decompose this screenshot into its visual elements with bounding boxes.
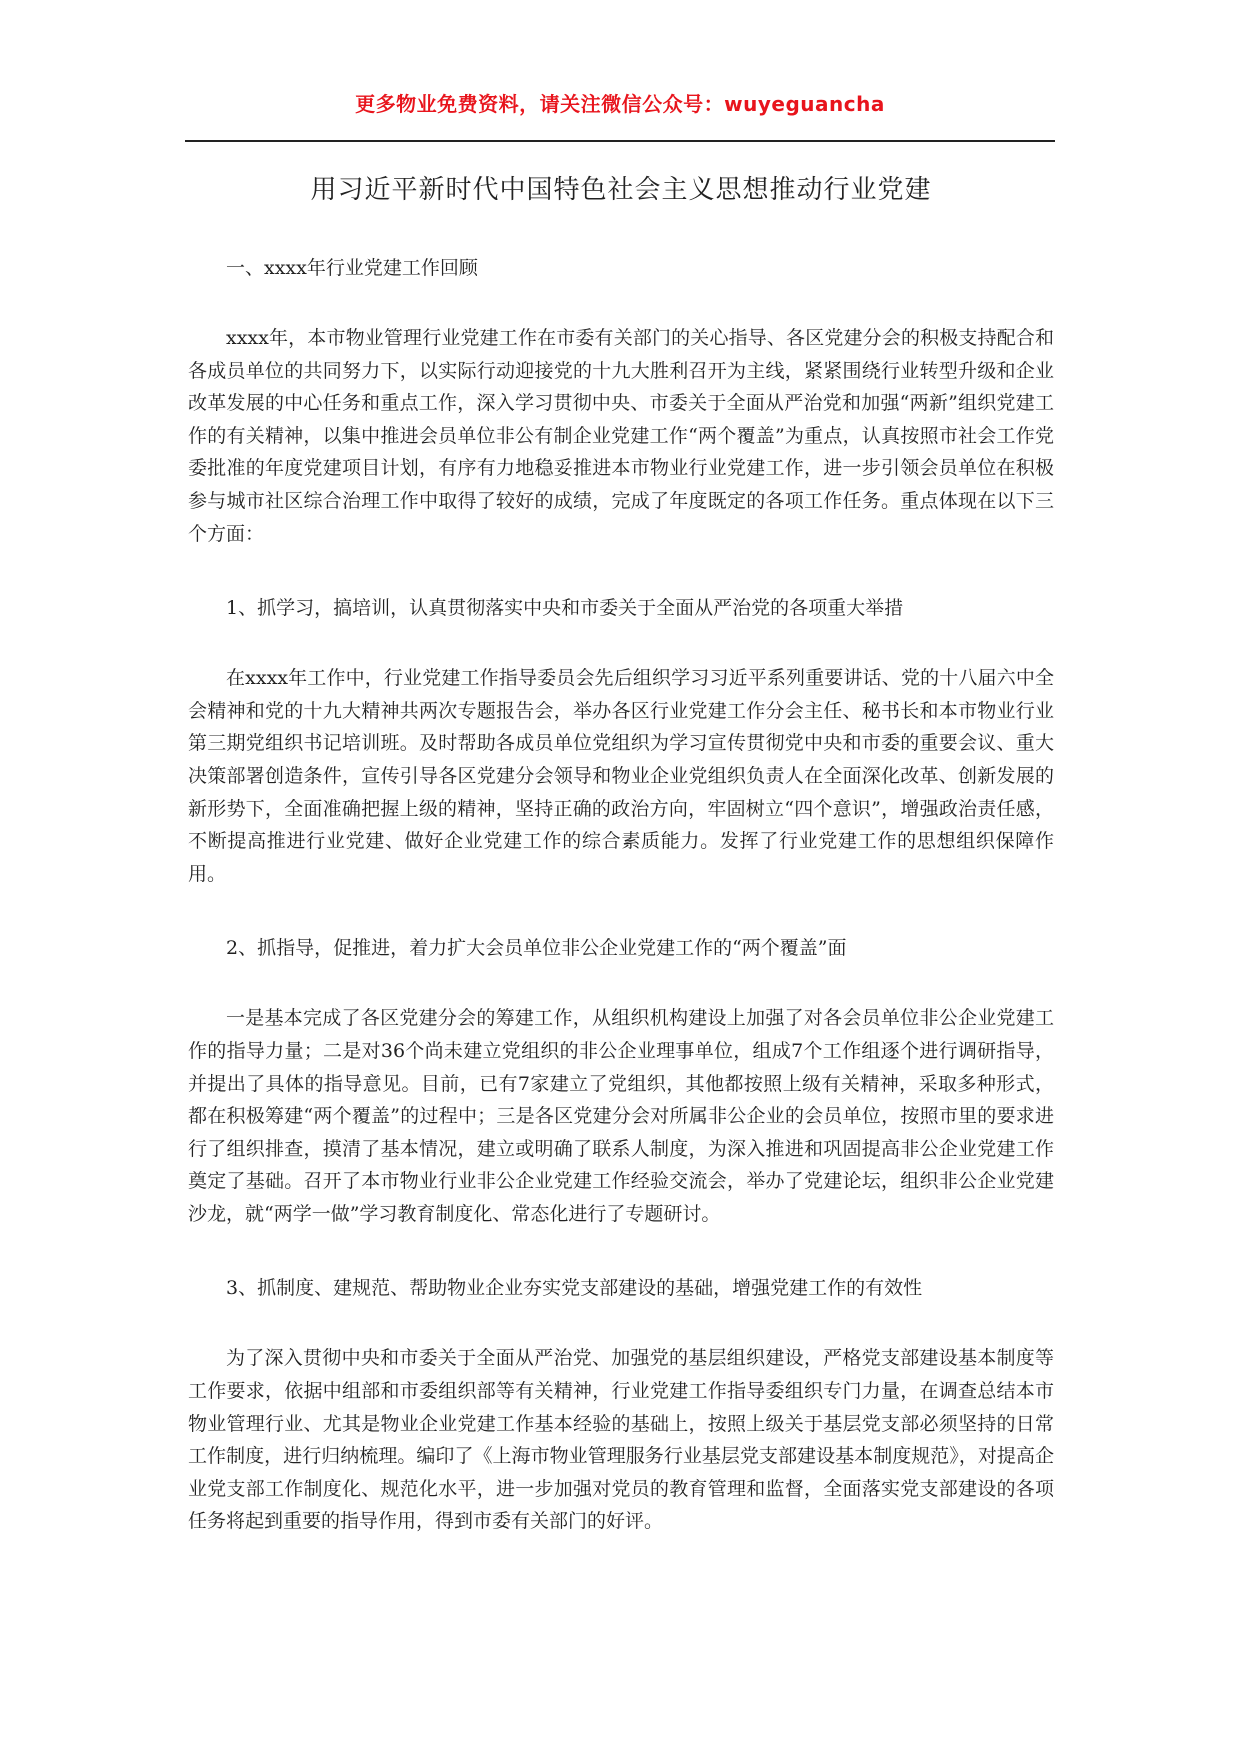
header-divider	[185, 140, 1055, 142]
header-banner: 更多物业免费资料，请关注微信公众号：wuyeguancha	[355, 92, 885, 116]
paragraph-overview: xxxx年，本市物业管理行业党建工作在市委有关部门的关心指导、各区党建分会的积极支持配合和各成员单位的共同努力下，以实际行动迎接党的十九大胜利召开为主线，紧紧围绕行业转型升级和企业改革发展的中心任务和重点工作，深入学习贯彻中央、市委关于全面从严治党和加强“两新”组织党建工作的有关精神，以集中推进会员单位非公有制企业党建工作“两个覆盖”为重点，认真按照市社会工作党委批准的年度党建项目计划，有序有力地稳妥推进本市物业行业党建工作，进一步引领会员单位在积极参与城市社区综合治理工作中取得了较好的成绩，完成了年度既定的各项工作任务。重点体现在以下三个方面：	[188, 327, 1054, 545]
section-heading-guidance: 2、抓指导，促推进，着力扩大会员单位非公企业党建工作的“两个覆盖”面	[226, 937, 847, 960]
section-heading-study-training: 1、抓学习，搞培训，认真贯彻落实中央和市委关于全面从严治党的各项重大举措	[226, 597, 904, 620]
paragraph-study-training: 在xxxx年工作中，行业党建工作指导委员会先后组织学习习近平系列重要讲话、党的十八届六中全会精神和党的十九大精神共两次专题报告会，举办各区行业党建工作分会主任、秘书长和本市物业行业第三期党组织书记培训班。及时帮助各成员单位党组织为学习宣传贯彻党中央和市委的重要会议、重大决策部署创造条件，宣传引导各区党建分会领导和物业企业党组织负责人在全面深化改革、创新发展的新形势下，全面准确把握上级的精神，坚持正确的政治方向，牢固树立“四个意识”，增强政治责任感，不断提高推进行业党建、做好企业党建工作的综合素质能力。发挥了行业党建工作的思想组织保障作用。	[188, 667, 1054, 885]
document-body	[188, 160, 1054, 1538]
paragraph-guidance: 一是基本完成了各区党建分会的筹建工作，从组织机构建设上加强了对各会员单位非公企业党建工作的指导力量；二是对36个尚未建立党组织的非公企业理事单位，组成7个工作组逐个进行调研指导，并提出了具体的指导意见。目前，已有7家建立了党组织，其他都按照上级有关精神，采取多种形式，都在积极筹建“两个覆盖”的过程中；三是各区党建分会对所属非公企业的会员单位，按照市里的要求进行了组织排查，摸清了基本情况，建立或明确了联系人制度，为深入推进和巩固提高非公企业党建工作奠定了基础。召开了本市物业行业非公企业党建工作经验交流会，举办了党建论坛，组织非公企业党建沙龙，就“两学一做”学习教育制度化、常态化进行了专题研讨。	[188, 1007, 1054, 1225]
document-title: 用习近平新时代中国特色社会主义思想推动行业党建	[310, 175, 932, 205]
paragraph-system-norms: 为了深入贯彻中央和市委关于全面从严治党、加强党的基层组织建设，严格党支部建设基本制度等工作要求，依据中组部和市委组织部等有关精神，行业党建工作指导委组织专门力量，在调查总结本市物业管理行业、尤其是物业企业党建工作基本经验的基础上，按照上级关于基层党支部必须坚持的日常工作制度，进行归纳梳理。编印了《上海市物业管理服务行业基层党支部建设基本制度规范》，对提高企业党支部工作制度化、规范化水平，进一步加强对党员的教育管理和监督，全面落实党支部建设的各项任务将起到重要的指导作用，得到市委有关部门的好评。	[188, 1347, 1054, 1533]
section-heading-system-norms: 3、抓制度、建规范、帮助物业企业夯实党支部建设的基础，增强党建工作的有效性	[226, 1277, 923, 1300]
section-heading-review: 一、xxxx年行业党建工作回顾	[226, 257, 478, 279]
